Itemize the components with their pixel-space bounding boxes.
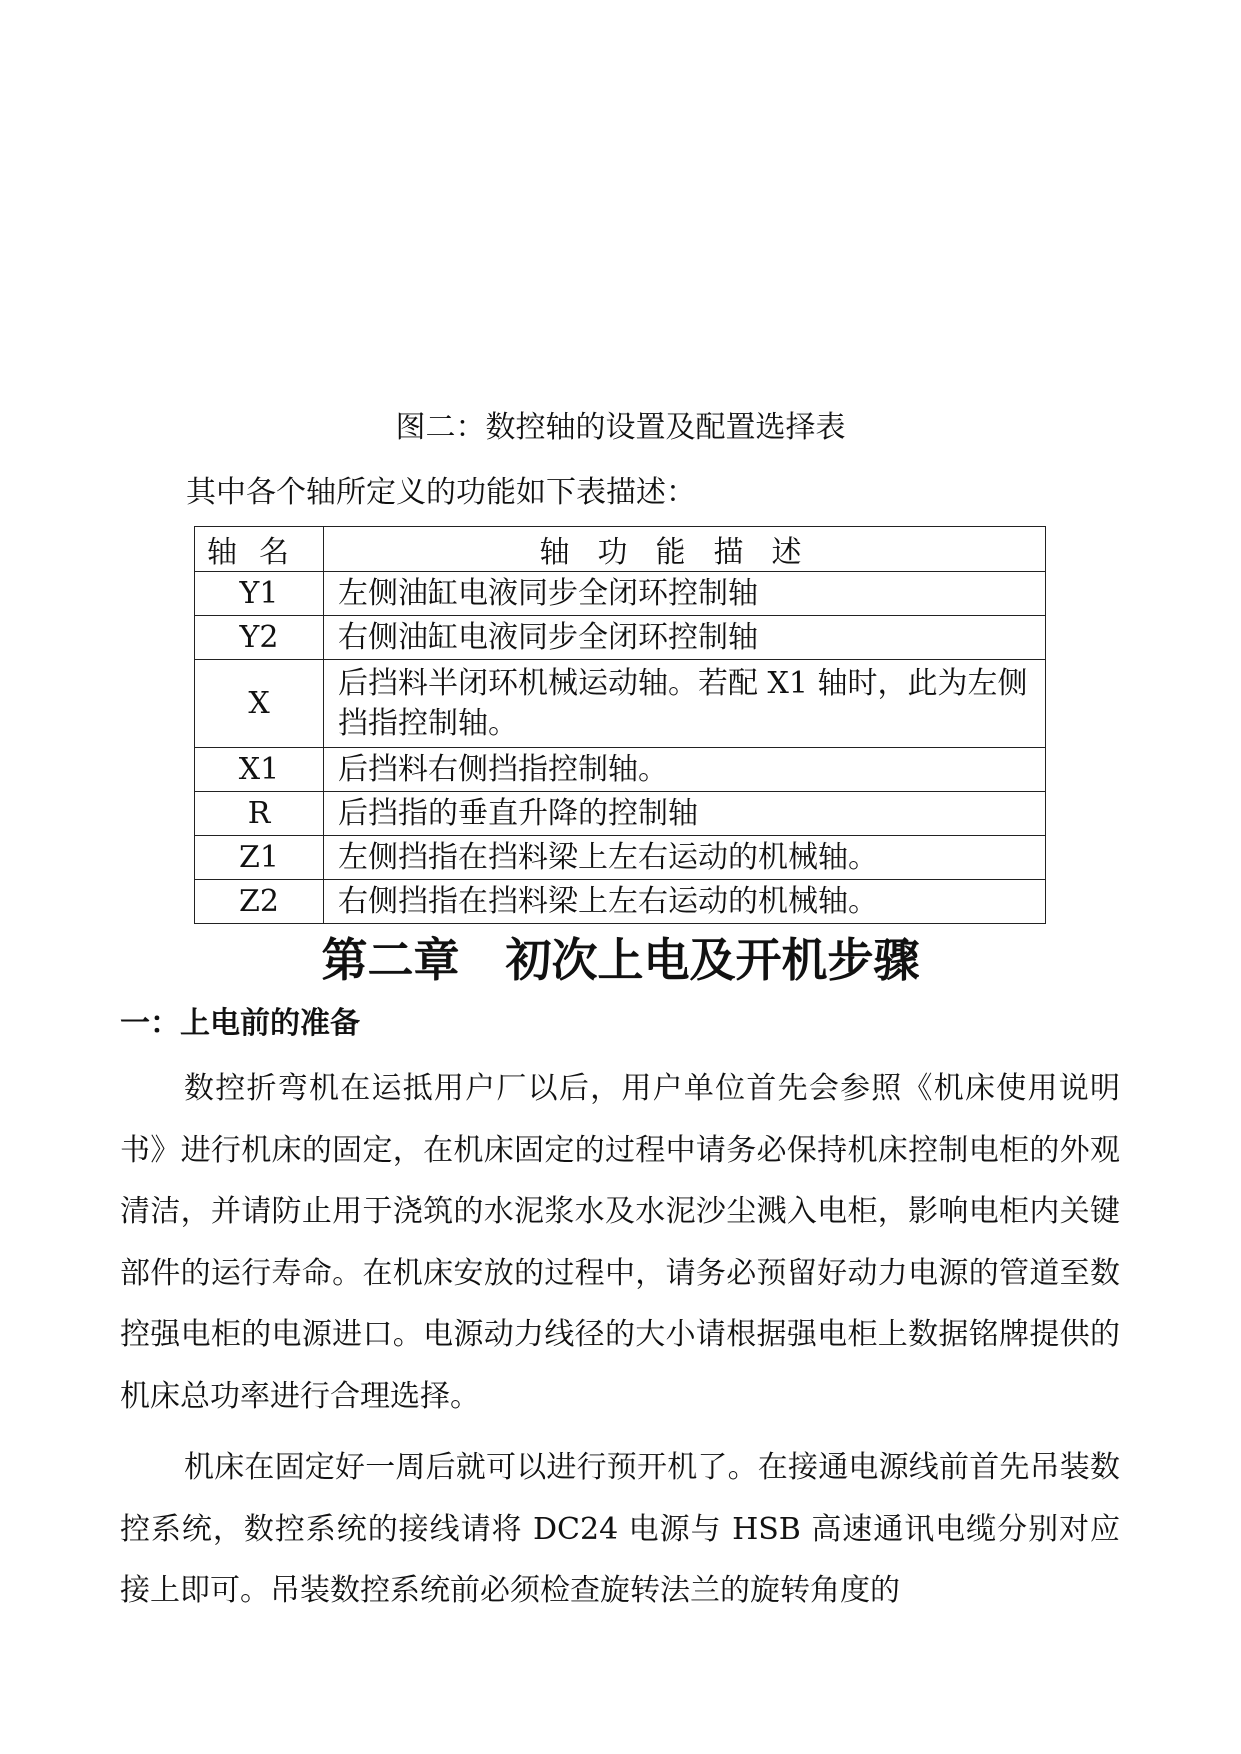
axis-description-cell: 后挡指的垂直升降的控制轴 [324, 792, 1046, 836]
table-row [195, 792, 1046, 836]
axis-description-cell: 右侧油缸电液同步全闭环控制轴 [324, 616, 1046, 660]
axis-function-table [194, 526, 1046, 924]
body-paragraph: 机床在固定好一周后就可以进行预开机了。在接通电源线前首先吊装数控系统，数控系统的接线请将 DC24 电源与 HSB 高速通讯电缆分别对应接上即可。吊装数控系统前必须检查旋转法兰的旋转角度的 [120, 1450, 1120, 1608]
figure-caption: 图二：数控轴的设置及配置选择表 [395, 410, 846, 445]
axis-description-cell: 后挡料半闭环机械运动轴。若配 X1 轴时，此为左侧挡指控制轴。 [324, 660, 1046, 748]
table-row [195, 572, 1046, 616]
axis-name-cell: Z1 [195, 836, 324, 880]
axis-name-cell: R [195, 792, 324, 836]
table-header-row [195, 527, 1046, 572]
axis-name-cell: Y2 [195, 616, 324, 660]
table-row [195, 660, 1046, 748]
axis-description-cell: 左侧油缸电液同步全闭环控制轴 [324, 572, 1046, 616]
axis-description-cell: 左侧挡指在挡料梁上左右运动的机械轴。 [324, 836, 1046, 880]
axis-description-cell: 后挡料右侧挡指控制轴。 [324, 748, 1046, 792]
chapter-title: 第二章 初次上电及开机步骤 [321, 933, 920, 987]
table-intro-text: 其中各个轴所定义的功能如下表描述： [186, 475, 696, 510]
axis-name-cell: Y1 [195, 572, 324, 616]
axis-name-cell: Z2 [195, 880, 324, 924]
body-paragraph: 数控折弯机在运抵用户厂以后，用户单位首先会参照《机床使用说明书》进行机床的固定，在机床固定的过程中请务必保持机床控制电柜的外观清洁，并请防止用于浇筑的水泥浆水及水泥沙尘溅入电柜，影响电柜内关键部件的运行寿命。在机床安放的过程中，请务必预留好动力电源的管道至数控强电柜的电源进口。电源动力线径的大小请根据强电柜上数据铭牌提供的机床总功率进行合理选择。 [120, 1071, 1120, 1414]
axis-description-cell: 右侧挡指在挡料梁上左右运动的机械轴。 [324, 880, 1046, 924]
axis-name-cell: X1 [195, 748, 324, 792]
table-row [195, 880, 1046, 924]
section-title: 一：上电前的准备 [120, 1006, 360, 1041]
header-axis-description: 轴功能描述 [324, 527, 1046, 572]
header-axis-name: 轴名 [195, 527, 324, 572]
table-row [195, 616, 1046, 660]
table-row [195, 836, 1046, 880]
axis-name-cell: X [195, 660, 324, 748]
table-row [195, 748, 1046, 792]
